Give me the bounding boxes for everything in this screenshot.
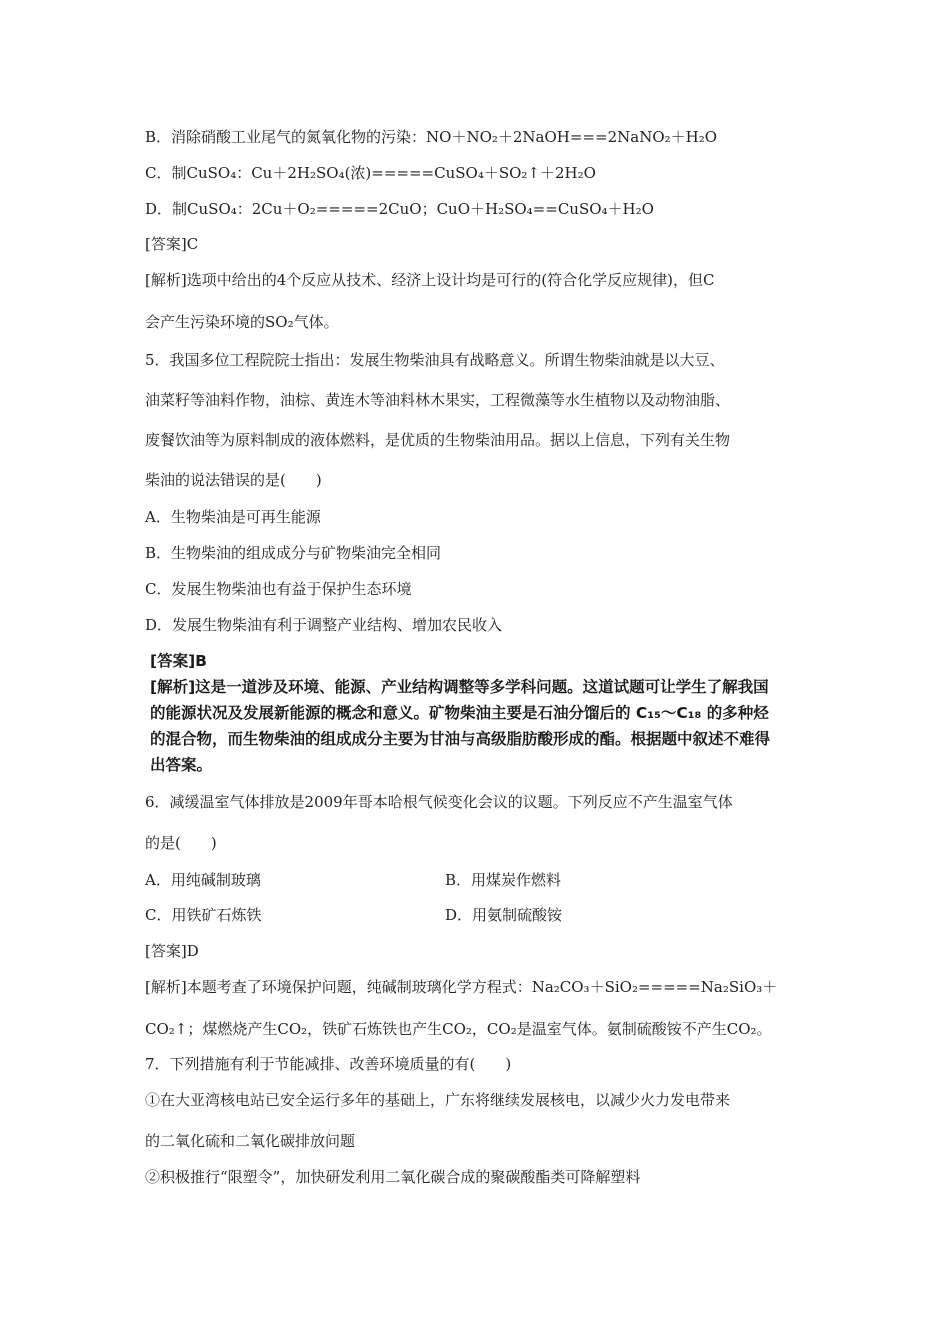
- q6-option-a: A．用纯碱制玻璃: [145, 871, 261, 889]
- q5-analysis-line-1: [解析]这是一道涉及环境、能源、产业结构调整等多学科问题。这道试题可让学生了解我国: [150, 678, 769, 696]
- q5-option-c: C．发展生物柴油也有益于保护生态环境: [145, 580, 412, 598]
- q6-stem-line-1: 6．减缓温室气体排放是2009年哥本哈根气候变化会议的议题。下列反应不产生温室气体: [145, 793, 733, 811]
- option-c-line: C．制CuSO₄：Cu＋2H₂SO₄(浓)=====CuSO₄＋SO₂↑＋2H₂O: [145, 164, 596, 182]
- q7-stem: 7．下列措施有利于节能减排、改善环境质量的有( ): [145, 1055, 512, 1073]
- q6-option-c: C．用铁矿石炼铁: [145, 906, 262, 924]
- q5-analysis-line-2: 的能源状况及发展新能源的概念和意义。矿物柴油主要是石油分馏后的 C₁₅～C₁₈ 的多种烃: [150, 704, 769, 722]
- q5-stem-line-1: 5．我国多位工程院院士指出：发展生物柴油具有战略意义。所谓生物柴油就是以大豆、: [145, 351, 725, 369]
- option-b-line: B．消除硝酸工业尾气的氮氧化物的污染：NO＋NO₂＋2NaOH===2NaNO₂＋H₂O: [145, 128, 718, 146]
- q7-item-1-line-1: ①在大亚湾核电站已安全运行多年的基础上，广东将继续发展核电，以减少火力发电带来: [145, 1091, 731, 1109]
- q4-analysis-line-1: [解析]选项中给出的4个反应从技术、经济上设计均是可行的(符合化学反应规律)，但C: [145, 271, 715, 289]
- q6-option-b: B．用煤炭作燃料: [445, 871, 562, 889]
- q6-analysis-line-1: [解析]本题考查了环境保护问题，纯碱制玻璃化学方程式：Na₂CO₃＋SiO₂=====Na₂SiO₃＋: [145, 978, 778, 996]
- q5-stem-line-4: 柴油的说法错误的是( ): [145, 471, 322, 489]
- q4-analysis-line-2: 会产生污染环境的SO₂气体。: [145, 313, 339, 331]
- q6-option-d: D．用氨制硫酸铵: [445, 906, 563, 924]
- q5-stem-line-3: 废餐饮油等为原料制成的液体燃料，是优质的生物柴油用品。据以上信息，下列有关生物: [145, 431, 731, 449]
- q6-stem-line-2: 的是( ): [145, 834, 217, 852]
- q5-analysis-line-4: 出答案。: [150, 756, 213, 774]
- option-d-line: D．制CuSO₄：2Cu＋O₂=====2CuO；CuO＋H₂SO₄==CuSO₄＋H₂O: [145, 200, 654, 218]
- q5-answer: [答案]B: [150, 652, 207, 670]
- q6-analysis-line-2: CO₂↑；煤燃烧产生CO₂，铁矿石炼铁也产生CO₂，CO₂是温室气体。氨制硫酸铵不产生CO₂。: [145, 1020, 772, 1038]
- q5-stem-line-2: 油菜籽等油料作物，油棕、黄连木等油料林木果实，工程微藻等水生植物以及动物油脂、: [145, 391, 731, 409]
- q5-option-b: B．生物柴油的组成成分与矿物柴油完全相同: [145, 544, 442, 562]
- q7-item-2: ②积极推行“限塑令”，加快研发利用二氧化碳合成的聚碳酸酯类可降解塑料: [145, 1168, 641, 1186]
- q5-option-d: D．发展生物柴油有利于调整产业结构、增加农民收入: [145, 616, 503, 634]
- q5-analysis-line-3: 的混合物，而生物柴油的组成成分主要为甘油与高级脂肪酸形成的酯。根据题中叙述不难得: [150, 730, 771, 748]
- q5-option-a: A．生物柴油是可再生能源: [145, 508, 321, 526]
- q4-answer: [答案]C: [145, 235, 199, 253]
- q5-answer-analysis-block: [150, 648, 820, 778]
- q7-item-1-line-2: 的二氧化硫和二氧化碳排放问题: [145, 1132, 356, 1150]
- q6-answer: [答案]D: [145, 942, 199, 960]
